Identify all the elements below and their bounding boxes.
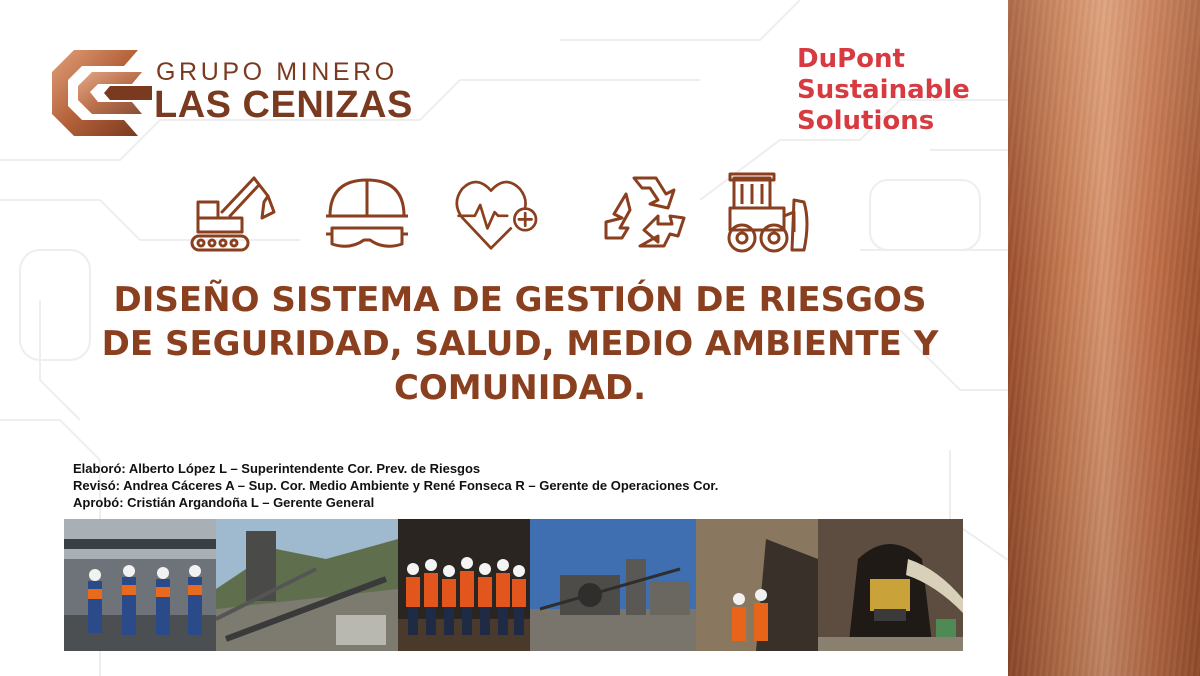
partner-logo bbox=[797, 44, 970, 137]
page-title bbox=[60, 278, 980, 410]
title-line: DE SEGURIDAD, SALUD, MEDIO AMBIENTE Y bbox=[101, 324, 939, 364]
partner-logo-line: DuPont bbox=[797, 44, 905, 74]
partner-logo-line: Solutions bbox=[797, 106, 935, 136]
partner-logo-line: Sustainable bbox=[797, 75, 970, 105]
company-logo-icon bbox=[52, 50, 152, 136]
loader-truck-icon bbox=[724, 172, 814, 256]
miners-walking-photo bbox=[64, 519, 216, 651]
copper-panel-sheen bbox=[1008, 0, 1200, 676]
conveyor-plant-photo bbox=[216, 519, 398, 651]
title-line: COMUNIDAD. bbox=[393, 368, 647, 408]
processing-plant-photo bbox=[530, 519, 696, 651]
document-credits bbox=[73, 460, 718, 511]
heart-health-plus-icon bbox=[455, 172, 545, 256]
recycle-icon bbox=[600, 172, 690, 256]
credit-prepared-by: Elaboró: Alberto López L – Superintendente Cor. Prev. de Riesgos bbox=[73, 461, 481, 476]
photo-strip bbox=[64, 519, 963, 651]
safety-helmet-goggles-icon bbox=[322, 172, 412, 256]
title-line: DISEÑO SISTEMA DE GESTIÓN DE RIESGOS bbox=[113, 280, 927, 320]
mine-crew-group-photo bbox=[398, 519, 530, 651]
logo-text-top: GRUPO MINERO bbox=[156, 58, 398, 86]
credit-approved-by: Aprobó: Cristián Argandoña L – Gerente General bbox=[73, 495, 375, 510]
logo-text-main: LAS CENIZAS bbox=[154, 84, 413, 126]
tunnel-workers-photo bbox=[696, 519, 818, 651]
mine-tunnel-loader-photo bbox=[818, 519, 963, 651]
credit-reviewed-by: Revisó: Andrea Cáceres A – Sup. Cor. Medio Ambiente y René Fonseca R – Gerente de Operaciones Cor. bbox=[73, 478, 719, 493]
excavator-icon bbox=[188, 172, 278, 256]
